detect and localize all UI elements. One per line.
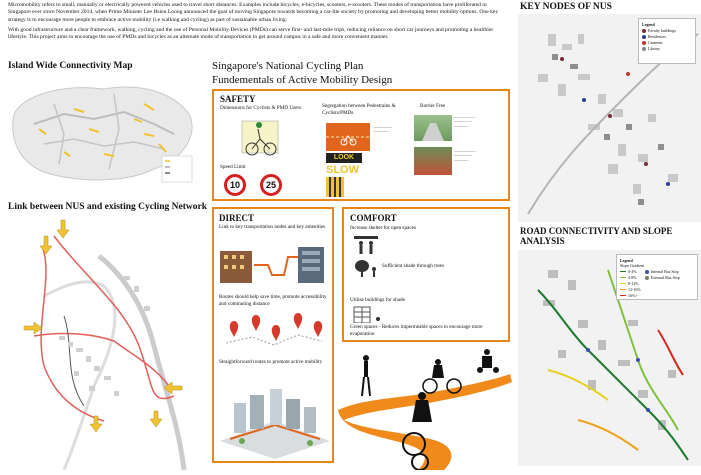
library-marker-icon xyxy=(642,47,646,51)
look-marking: LOOK xyxy=(326,153,362,163)
slope-16-plus-swatch-icon xyxy=(620,295,626,297)
legend-label: 0-4% xyxy=(628,269,637,274)
slope-8-12-swatch-icon xyxy=(620,283,626,285)
legend-row-canteens xyxy=(642,40,692,45)
fundamentals-heading: Fundementals of Active Mobility Design xyxy=(212,74,393,86)
link-nus-heading: Link between NUS and existing Cycling Network xyxy=(8,202,207,212)
link-nus-map xyxy=(4,216,202,470)
barrier-free-note-2: —————— ————— ———— xyxy=(454,149,476,162)
legend-row-residences xyxy=(642,34,692,39)
legend-label: Canteens xyxy=(648,40,663,45)
direct-panel xyxy=(212,207,334,463)
legend-row-faculty xyxy=(642,28,692,33)
intro-paragraph-1: Micromobility refers to small, manually or electrically powered vehicles used to travel short distances. Examples include bicycles, e-bicycles, scooters, e-scooters. These modes of transportation have proliferated in Singapore ever since November 2014, when Prime Minister Lee Hsien Loong announced the goal of moving Singapore towards becoming a car-lite society by promoting and developing better mobility options. One key strategy is to encourage more people to embrace active mobility (i.e walking and cycling) as part of sustainable urban living. xyxy=(8,2,499,23)
legend-label: 16%+ xyxy=(628,293,638,298)
routes-pins-illustration xyxy=(222,313,326,351)
key-nodes-map xyxy=(518,14,701,222)
safety-title: SAFETY xyxy=(220,94,256,104)
slow-marking: SLOW xyxy=(326,164,359,176)
shelter-icon xyxy=(352,234,380,256)
road-connectivity-heading: ROAD CONNECTIVITY AND SLOPE ANALYSIS xyxy=(520,226,673,247)
internal-bus-stop-icon xyxy=(645,270,649,274)
speed-sign-25: 25 xyxy=(260,174,282,196)
residence-marker-icon xyxy=(642,35,646,39)
barrier-free-photo-1 xyxy=(414,115,452,141)
barrier-free-photo-2 xyxy=(414,147,452,175)
tree-icon xyxy=(352,259,382,277)
barrier-free-note-1: —————— ————— ———— xyxy=(454,115,476,128)
comfort-item-3: Utilise buildings for shade xyxy=(350,297,405,303)
cyclist-dimension-figure xyxy=(234,115,289,160)
external-bus-stop-icon xyxy=(645,276,649,280)
comfort-title: COMFORT xyxy=(350,213,397,223)
national-plan-heading: Singapore's National Cycling Plan xyxy=(212,60,364,72)
slope-legend xyxy=(616,254,698,300)
legend-label: 8-12% xyxy=(628,281,639,286)
slope-legend-subtitle: Slope Gradient xyxy=(620,263,645,268)
canteen-marker-icon xyxy=(642,41,646,45)
comfort-item-2: Sufficient shade through trees xyxy=(382,263,444,269)
transport-nodes-illustration xyxy=(218,245,328,287)
rumble-strip-image xyxy=(326,177,344,197)
comfort-item-1: Increase shelter for open spaces xyxy=(350,225,416,231)
direct-item-2: Routes should help save time, promote accessibility and commuting distance xyxy=(219,294,327,307)
key-nodes-legend-title: Legend xyxy=(642,22,655,27)
intro-paragraph-2: With good infrastructure and a clear framework, walking, cycling and the use of Personal Mobility Devices (PMDs) can serve first- and last-mile trips, reducing reliance on short car journeys and promoting a healthier lifestyle. This project aims to encourage the use of PMDs and bicycles as an alternate mode of transportation to get around campus in a safe and more convenient manner. xyxy=(8,26,494,41)
legend-label: Residences xyxy=(648,34,666,39)
slope-4-8-swatch-icon xyxy=(620,277,626,279)
key-nodes-legend xyxy=(638,18,696,64)
direct-item-3: Straightforward routes to promote active mobility xyxy=(219,359,323,365)
slope-12-16-swatch-icon xyxy=(620,289,626,291)
city-illustration xyxy=(220,381,330,459)
legend-label: 4-8% xyxy=(628,275,637,280)
faculty-marker-icon xyxy=(642,29,646,33)
legend-label: External Bus Stop xyxy=(650,275,680,280)
segregation-lane-image xyxy=(326,123,370,151)
slope-0-4-swatch-icon xyxy=(620,271,626,273)
segregation-label: Segregation between Pedestrains & Cyclists/PMDs xyxy=(322,103,396,116)
key-nodes-heading: KEY NODES OF NUS xyxy=(520,2,612,12)
slope-analysis-map xyxy=(518,250,701,466)
legend-label: Faculty buildings xyxy=(648,28,676,33)
comfort-panel xyxy=(342,207,510,342)
legend-label: Library xyxy=(648,46,660,51)
segregation-note: ————— ———— xyxy=(374,125,392,134)
slope-legend-title: Legend xyxy=(620,258,633,263)
building-shade-icon xyxy=(352,305,392,323)
island-map-heading: Island Wide Connectivity Map xyxy=(8,61,133,71)
safety-panel xyxy=(212,89,510,201)
legend-row-library xyxy=(642,46,692,51)
legend-label: Internal Bus Stop xyxy=(650,269,679,274)
intro-text xyxy=(8,2,508,44)
comfort-item-4: Green spaces - Reduces impermeable spaces to encourage more evaporation xyxy=(350,324,483,337)
cycling-path-illustration xyxy=(334,340,514,470)
dimensions-label: Dimensions for Cyclists & PMD Users xyxy=(220,105,302,111)
direct-title: DIRECT xyxy=(219,213,255,223)
barrier-free-label: Barrier Free xyxy=(420,103,446,109)
legend-label: 12-16% xyxy=(628,287,641,292)
speed-limit-label: Speed Limit xyxy=(220,164,246,170)
island-map xyxy=(4,74,202,192)
speed-sign-10: 10 xyxy=(224,174,246,196)
direct-item-1: Link to key transportation nodes and key amenities xyxy=(219,224,326,230)
